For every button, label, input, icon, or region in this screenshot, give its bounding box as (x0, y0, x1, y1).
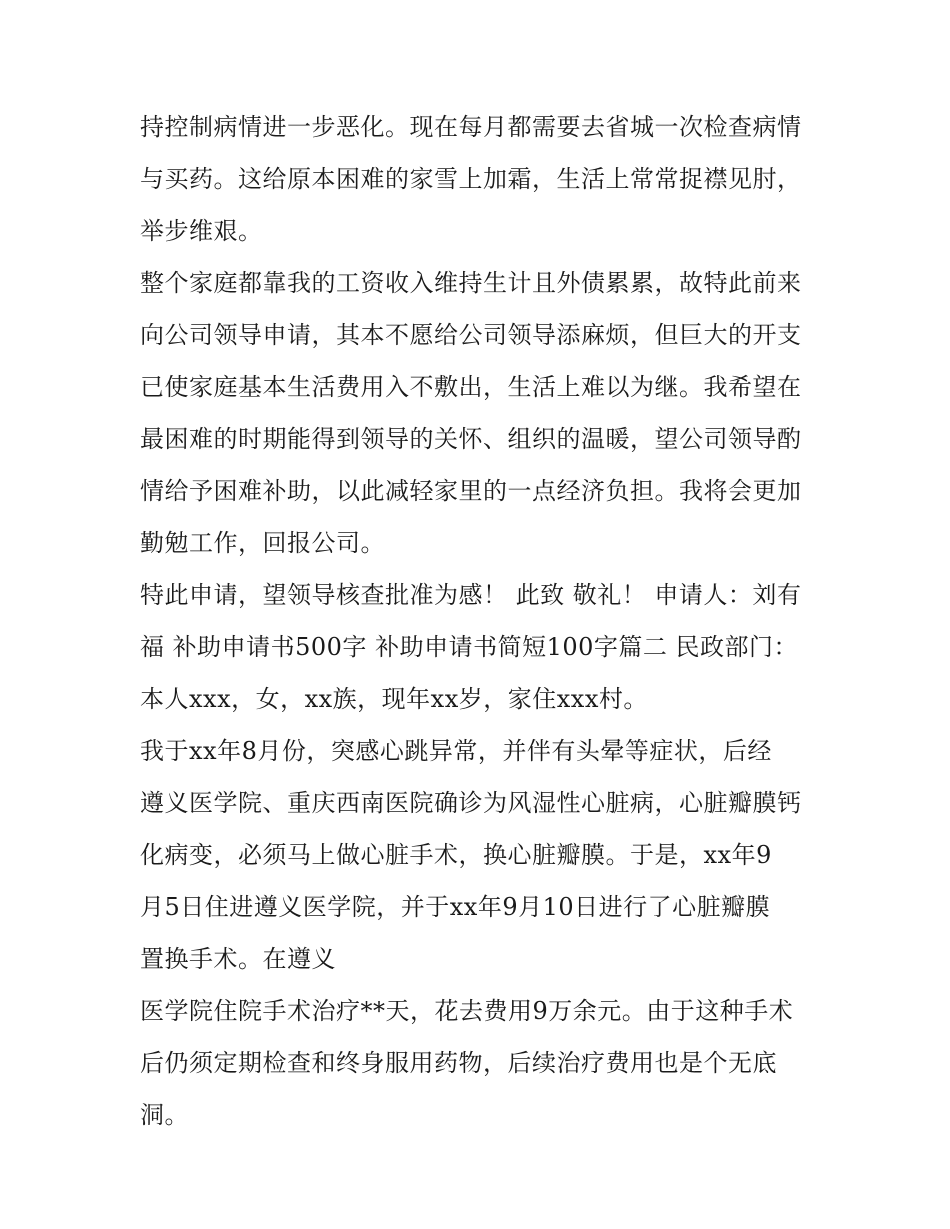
text-line: 持控制病情进一步恶化。现在每月都需要去省城一次检查病情 (140, 113, 802, 141)
text-line: 本人xxx，女，xx族，现年xx岁，家住xxx村。 (140, 685, 648, 713)
text-line: 勤勉工作，回报公司。 (140, 529, 385, 557)
text-line: 特此申请，望领导核查批准为感！ 此致 敬礼！ 申请人：刘有 (140, 581, 802, 609)
text-line: 化病变，必须马上做心脏手术，换心脏瓣膜。于是，xx年9 (140, 841, 772, 869)
text-line: 我于xx年8月份，突感心跳异常，并伴有头晕等症状，后经 (140, 737, 772, 765)
text-line: 与买药。这给原本困难的家雪上加霜，生活上常常捉襟见肘， (140, 165, 802, 193)
document-body (140, 101, 820, 1141)
text-line: 置换手术。在遵义 (140, 945, 336, 973)
text-line: 医学院住院手术治疗**天，花去费用9万余元。由于这种手术 (140, 997, 794, 1025)
text-line: 最困难的时期能得到领导的关怀、组织的温暖，望公司领导酌 (140, 425, 802, 453)
text-line: 遵义医学院、重庆西南医院确诊为风湿性心脏病，心脏瓣膜钙 (140, 789, 802, 817)
text-line: 情给予困难补助，以此减轻家里的一点经济负担。我将会更加 (140, 477, 802, 505)
text-line: 月5日住进遵义医学院，并于xx年9月10日进行了心脏瓣膜 (140, 893, 771, 921)
text-line: 福 补助申请书500字 补助申请书简短100字篇二 民政部门： (140, 633, 799, 661)
text-line: 整个家庭都靠我的工资收入维持生计且外债累累，故特此前来 (140, 269, 802, 297)
text-line: 已使家庭基本生活费用入不敷出，生活上难以为继。我希望在 (140, 373, 802, 401)
text-line: 向公司领导申请，其本不愿给公司领导添麻烦，但巨大的开支 (140, 321, 802, 349)
text-line: 洞。 (140, 1101, 189, 1129)
text-line: 后仍须定期检查和终身服用药物，后续治疗费用也是个无底 (140, 1049, 777, 1077)
text-line: 举步维艰。 (140, 217, 263, 245)
